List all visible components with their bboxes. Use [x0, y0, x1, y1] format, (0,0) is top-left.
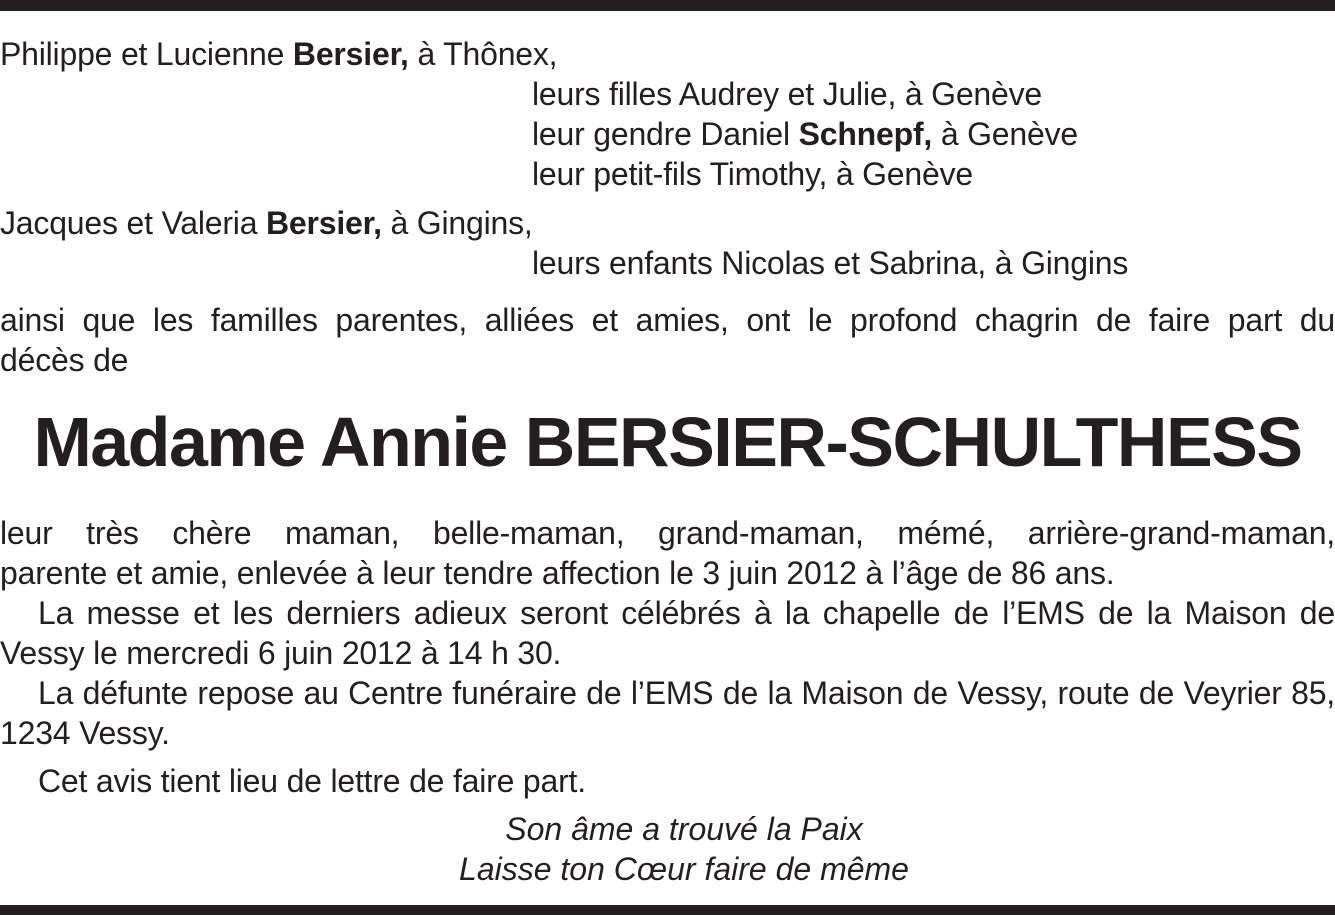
family-place: à Thônex, [408, 36, 558, 72]
details-line-2: parente et amie, enlevée à leur tendre affection le 3 juin 2012 à l’âge de 86 ans. [0, 555, 1115, 591]
details-line-3: La messe et les derniers adieux seront célébrés à la chapelle de l’EMS de la Maison de [38, 595, 1335, 631]
family-place: à Genève [932, 116, 1078, 152]
family-names: Philippe et Lucienne [0, 36, 293, 72]
family-line-daughters: leurs filles Audrey et Julie, à Genève [532, 76, 1043, 112]
details-line-7: Cet avis tient lieu de lettre de faire part. [38, 763, 586, 799]
family-prefix: leur gendre Daniel [532, 116, 799, 152]
family-surname: Bersier, [265, 205, 382, 241]
family-surname: Bersier, [292, 36, 409, 72]
family-line-grandson: leur petit-fils Timothy, à Genève [532, 156, 973, 192]
closing-line-1: Son âme a trouvé la Paix [505, 811, 863, 847]
deceased-name: Madame Annie BERSIER-SCHULTHESS [33, 403, 1302, 481]
family-surname: Schnepf, [798, 116, 933, 152]
announcement-line-1: ainsi que les familles parentes, alliées et amies, ont le profond chagrin de faire part du [0, 302, 1335, 338]
family-line-son-in-law [532, 114, 1078, 154]
details-line-1: leur très chère maman, belle-maman, grand-maman, mémé, arrière-grand-maman, [0, 515, 1335, 551]
family-place: à Gingins, [381, 205, 533, 241]
closing-line-2: Laisse ton Cœur faire de même [459, 851, 909, 887]
family-line-jacques [0, 203, 533, 243]
family-names: Jacques et Valeria [0, 205, 266, 241]
details-line-4: Vessy le mercredi 6 juin 2012 à 14 h 30. [0, 635, 562, 671]
top-rule [0, 0, 1335, 11]
announcement-line-2: décès de [0, 342, 129, 378]
bottom-rule [0, 905, 1335, 915]
family-line-children: leurs enfants Nicolas et Sabrina, à Gingins [532, 245, 1129, 281]
details-line-6: 1234 Vessy. [0, 715, 170, 751]
family-line-philippe [0, 34, 557, 74]
details-line-5: La défunte repose au Centre funéraire de l’EMS de la Maison de Vessy, route de Veyrier 85, [38, 675, 1335, 711]
